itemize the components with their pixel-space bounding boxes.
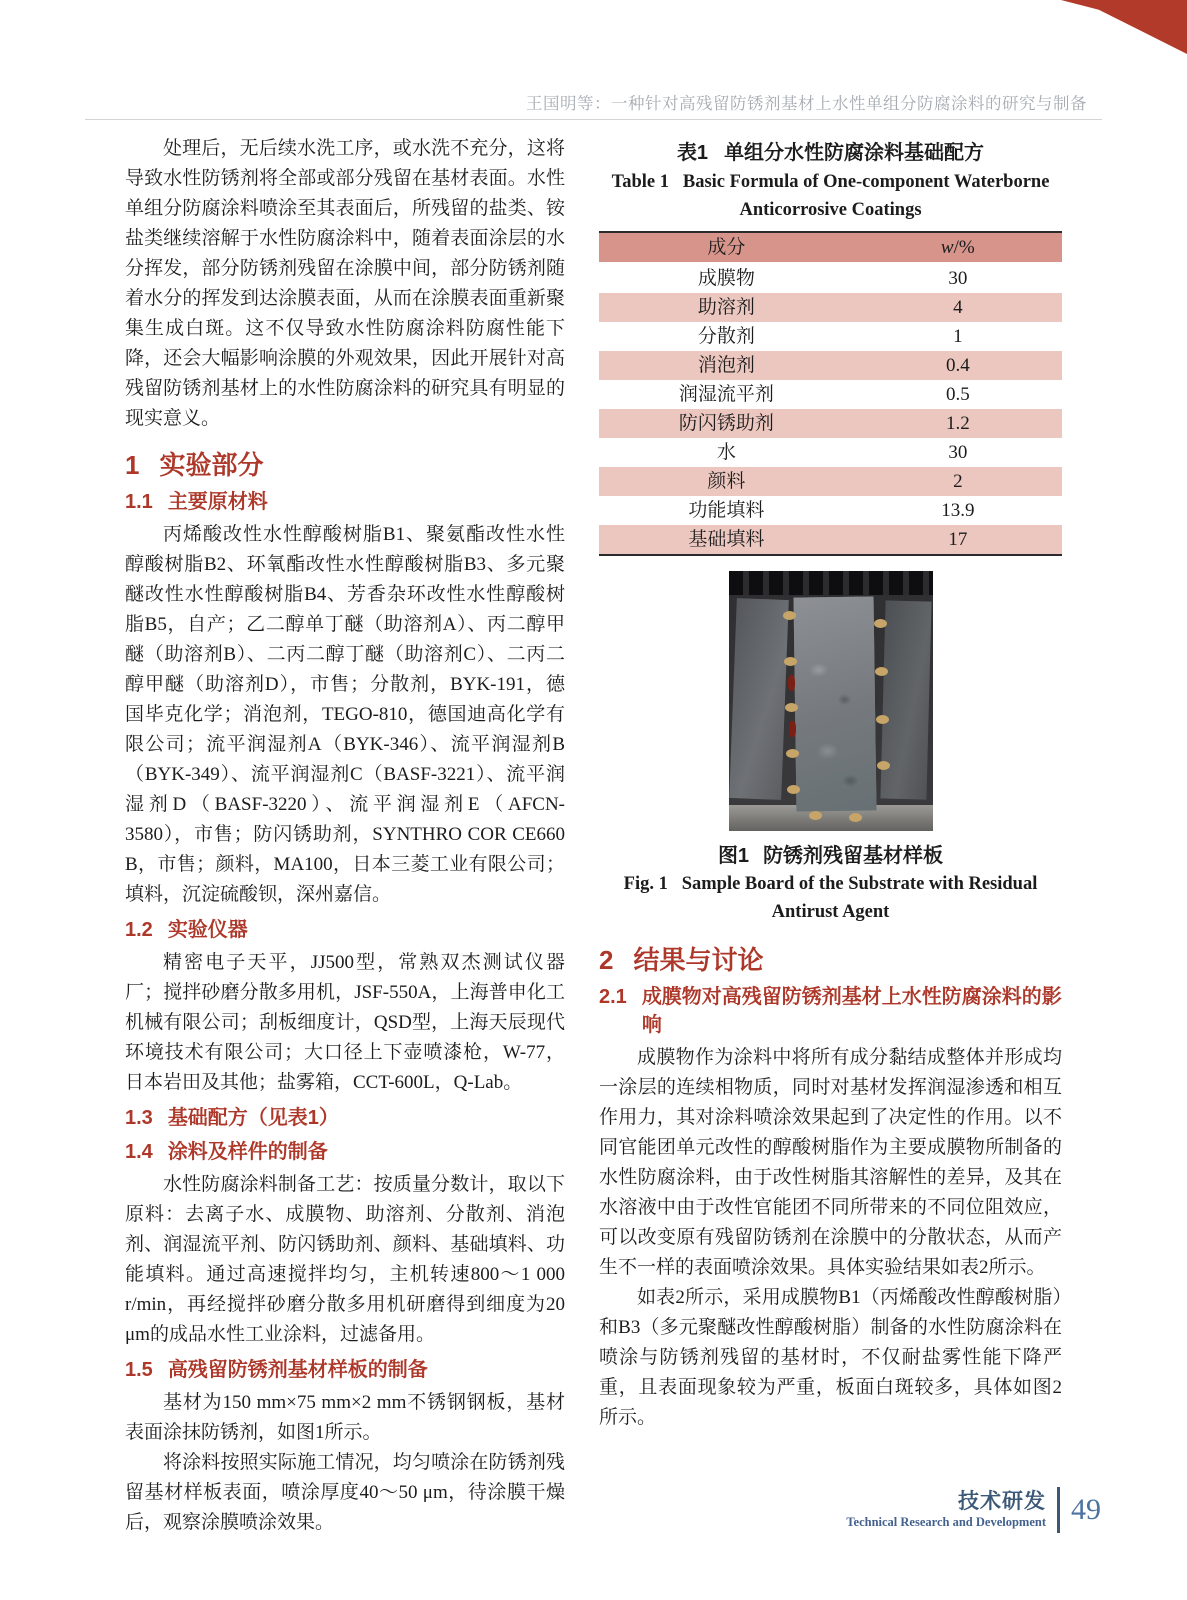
figure-caption-prefix: 图1 [717, 845, 750, 867]
cell-value: 2 [854, 467, 1062, 496]
cell-value: 30 [948, 442, 968, 463]
table-caption-en-text: Basic Formula of One-component Waterborne Anticorrosive Coatings [682, 172, 1050, 220]
section-1-1-body: 丙烯酸改性水性醇酸树脂B1、聚氨酯改性水性醇酸树脂B2、环氧酯改性水性醇酸树脂B3、多元聚醚改性水性醇酸树脂B4、芳香杂环改性水性醇酸树脂B5，自产；乙二醇单丁醚（助溶剂A）、丙二醇甲醚（助溶剂B）、二丙二醇丁醚（助溶剂C）、二丙二醇甲醚（助溶剂D），市售；分散剂，BYK-191，德国毕克化学；消泡剂，TEGO-810，德国迪高化学有限公司；流平润湿剂A（BYK-346）、流平润湿剂B（BYK-349）、流平润湿剂C（BASF-3221）、流平润湿剂D（BASF-3220）、流平润湿剂E（AFCN-3580），市售；防闪锈助剂，SYNTHRO COR CE660 B，市售；颜料，MA100，日本三菱工业有限公司；填料，沉淀硫酸钡，深州嘉信。 [125, 524, 565, 905]
photo-red-glint [788, 675, 795, 691]
corner-ribbon-decoration [1061, 0, 1187, 54]
cell-value: 4 [854, 293, 1062, 322]
header-rule [85, 119, 1102, 120]
photo-putty-blob [786, 749, 799, 758]
table-row [599, 322, 1062, 351]
table-row [599, 380, 1062, 409]
table-header-component: 成分 [599, 232, 854, 263]
table-row [599, 467, 1062, 496]
section-2-1-heading [599, 983, 1062, 1039]
subsection-number: 1.2 [125, 919, 153, 941]
section-1-3-heading [125, 1104, 565, 1132]
footer-section-cn: 技术研发 [958, 1489, 1046, 1513]
subsection-number: 1.1 [125, 491, 153, 513]
page-number: 49 [1071, 1493, 1101, 1526]
table-header-weight-percent [854, 232, 1062, 263]
figure-caption-text: 防锈剂残留基材样板 [763, 845, 944, 867]
table-row [599, 351, 1062, 380]
section-1-heading [125, 449, 565, 481]
cell-value: 1.2 [854, 409, 1062, 438]
table-caption-prefix: 表1 [676, 142, 709, 164]
subsection-number: 1.3 [125, 1107, 153, 1129]
subsection-number: 1.5 [125, 1359, 153, 1381]
subsection-title: 成膜物对高残留防锈剂基材上水性防腐涂料的影响 [641, 986, 1062, 1036]
table-1-caption-cn [599, 136, 1062, 165]
section-2-1-paragraph-1: 成膜物作为涂料中将所有成分黏结成整体并形成均一涂层的连续相物质，同时对基材发挥润湿渗透和相互作用力，其对涂料喷涂效果起到了决定性的作用。以不同官能团单元改性的醇酸树脂作为主要成膜物所制备的水性防腐涂料，由于改性树脂其溶解性的差异，及其在水溶液中由于改性官能团不同所带来的不同位阻效应，可以改变原有残留防锈剂在涂膜中的分散状态，从而产生不一样的表面喷涂效果。具体实验结果如表2所示。 [599, 1047, 1062, 1278]
cell-component: 功能填料 [688, 500, 765, 521]
cell-component: 成膜物 [697, 268, 755, 289]
running-head: 王国明等：一种针对高残留防锈剂基材上水性单组分防腐涂料的研究与制备 [526, 94, 1087, 113]
photo-putty-blob [784, 657, 797, 666]
footer-section [846, 1491, 1046, 1530]
section-title: 实验部分 [159, 450, 264, 480]
percent-unit: /% [953, 237, 975, 258]
cell-component: 分散剂 [697, 326, 755, 347]
subsection-title: 基础配方（见表1） [167, 1107, 339, 1129]
right-column [599, 134, 1062, 1538]
cell-value: 1 [953, 326, 963, 347]
figure-1-caption-en [603, 870, 1058, 926]
photo-putty-blob [877, 761, 890, 770]
section-2-1-paragraph-2: 如表2所示，采用成膜物B1（丙烯酸改性醇酸树脂）和B3（多元聚醚改性醇酸树脂）制备的水性防腐涂料在喷涂与防锈剂残留的基材时，不仅耐盐雾性能下降严重，且表面现象较为严重，板面白斑较多，具体如图2所示。 [599, 1287, 1062, 1428]
figure-caption-en-prefix: Fig. 1 [623, 874, 668, 894]
subsection-title: 涂料及样件的制备 [167, 1141, 328, 1163]
section-1-4-heading [125, 1138, 565, 1166]
photo-rack-top [729, 571, 933, 595]
photo-center-panel [793, 596, 876, 811]
cell-component: 颜料 [599, 467, 854, 496]
cell-component: 助溶剂 [599, 293, 854, 322]
table-caption-en-prefix: Table 1 [611, 172, 669, 192]
section-title: 结果与讨论 [633, 945, 764, 975]
page-content [125, 134, 1062, 1538]
section-1-2-heading [125, 916, 565, 944]
section-1-1-heading [125, 488, 565, 516]
cell-value: 0.4 [854, 351, 1062, 380]
cell-component: 消泡剂 [599, 351, 854, 380]
table-row [599, 438, 1062, 467]
photo-putty-blob [785, 703, 798, 712]
w-symbol: w [940, 237, 954, 258]
section-number: 1 [125, 450, 140, 480]
cell-value: 17 [854, 525, 1062, 555]
table-header-row [599, 232, 1062, 263]
photo-putty-blob [875, 667, 888, 676]
figure-1-caption-cn [599, 839, 1062, 868]
subsection-title: 高残留防锈剂基材样板的制备 [167, 1359, 428, 1381]
table-row [599, 525, 1062, 555]
photo-right-panel [880, 600, 931, 799]
section-1-5-heading [125, 1356, 565, 1384]
subsection-title: 主要原材料 [167, 491, 268, 513]
section-number: 2 [599, 945, 614, 975]
photo-putty-blob [783, 611, 796, 620]
table-1 [599, 231, 1062, 556]
footer-section-en: Technical Research and Development [846, 1514, 1046, 1529]
table-row [599, 263, 1062, 293]
cell-component: 防闪锈助剂 [599, 409, 854, 438]
cell-component: 基础填料 [599, 525, 854, 555]
table-1-caption-en [605, 168, 1056, 224]
photo-putty-blob [876, 715, 889, 724]
cell-component: 水 [716, 442, 736, 463]
section-1-4-body: 水性防腐涂料制备工艺：按质量分数计，取以下原料：去离子水、成膜物、助溶剂、分散剂、消泡剂、润湿流平剂、防闪锈助剂、颜料、基础填料、功能填料。通过高速搅拌均匀，主机转速800～1 000 r/min，再经搅拌砂磨分散多用机研磨得到细度为20 μm的成品水性工业涂料，过滤备用。 [125, 1174, 565, 1345]
table-row [599, 496, 1062, 525]
photo-putty-blob [809, 811, 822, 820]
section-1-5-paragraph-2: 将涂料按照实际施工情况，均匀喷涂在防锈剂残留基材样板表面，喷涂厚度40～50 μm，待涂膜干燥后，观察涂膜喷涂效果。 [125, 1452, 565, 1533]
table-caption-text: 单组分水性防腐涂料基础配方 [724, 142, 985, 164]
table-row [599, 293, 1062, 322]
photo-putty-blob [787, 785, 800, 794]
section-2-heading [599, 944, 1062, 976]
photo-red-glint [789, 721, 796, 737]
section-1-2-body: 精密电子天平，JJ500型，常熟双杰测试仪器厂；搅拌砂磨分散多用机，JSF-550A，上海普申化工机械有限公司；刮板细度计，QSD型，上海天辰现代环境技术有限公司；大口径上下壶喷漆枪，W-77，日本岩田及其他；盐雾箱，CCT-600L，Q-Lab。 [125, 952, 565, 1093]
photo-left-panel [729, 598, 789, 800]
subsection-number: 2.1 [599, 986, 627, 1008]
page-footer [846, 1487, 1101, 1533]
figure1-photo [729, 571, 933, 831]
subsection-title: 实验仪器 [167, 919, 248, 941]
section-1-5-paragraph-1: 基材为150 mm×75 mm×2 mm不锈钢钢板，基材表面涂抹防锈剂，如图1所示。 [125, 1392, 565, 1443]
cell-value: 13.9 [941, 500, 975, 521]
photo-putty-blob [849, 813, 862, 822]
footer-divider [1057, 1487, 1060, 1533]
subsection-number: 1.4 [125, 1141, 153, 1163]
photo-putty-blob [874, 619, 887, 628]
left-column [125, 134, 565, 1538]
figure-caption-en-text: Sample Board of the Substrate with Residual Antirust Agent [681, 874, 1038, 922]
table-row [599, 409, 1062, 438]
cell-value: 30 [948, 268, 968, 289]
cell-component: 润湿流平剂 [678, 384, 774, 405]
cell-value: 0.5 [945, 384, 970, 405]
intro-paragraph: 处理后，无后续水洗工序，或水洗不充分，这将导致水性防锈剂将全部或部分残留在基材表面。水性单组分防腐涂料喷涂至其表面后，所残留的盐类、铵盐类继续溶解于水性防腐涂料中，随着表面涂层的水分挥发，部分防锈剂残留在涂膜中间，部分防锈剂随着水分的挥发到达涂膜表面，从而在涂膜表面重新聚集生成白斑。这不仅导致水性防腐涂料防腐性能下降，还会大幅影响涂膜的外观效果，因此开展针对高残留防锈剂基材上的水性防腐涂料的研究具有明显的现实意义。 [125, 138, 565, 429]
